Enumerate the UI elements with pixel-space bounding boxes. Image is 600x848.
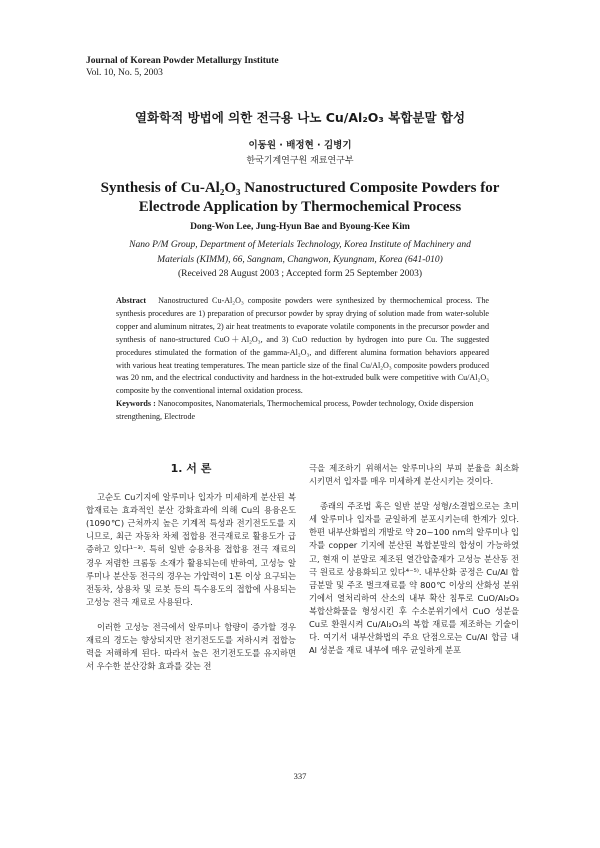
received-accepted-dates: (Received 28 August 2003 ; Accepted form 25 September 2003) xyxy=(177,269,423,279)
body-column-right xyxy=(309,462,519,662)
affiliation-line-1: Nano P/M Group, Department of Meterials Technology, Korea Institute of Machinery and xyxy=(129,240,471,250)
abstract xyxy=(116,295,489,398)
korean-authors: 이동원 · 배정현 · 김병기 xyxy=(248,140,352,151)
english-authors: Dong-Won Lee, Jung-Hyun Bae and Byoung-Kee Kim xyxy=(190,222,410,232)
english-title xyxy=(0,179,600,217)
english-title-line-2: Electrode Application by Thermochemical Process xyxy=(138,199,462,215)
korean-title: 열화학적 방법에 의한 전극용 나노 Cu/Al₂O₃ 복합분말 합성 xyxy=(134,110,466,125)
journal-header xyxy=(86,55,279,79)
body-paragraph: 이러한 고성능 전극에서 알루미나 함량이 증가할 경우 재료의 경도는 향상되지만 전기전도도를 저하시켜 접합능력을 저해하게 된다. 따라서 높은 전기전도도를 유지하면서 우수한 분산강화 효과를 갖는 전 xyxy=(86,621,296,672)
english-title-line-1: Synthesis of Cu-Al₂O₃ Nanostructured Composite Powders for xyxy=(100,180,500,196)
journal-name: Journal of Korean Powder Metallurgy Institute xyxy=(86,56,279,66)
keywords xyxy=(116,397,489,423)
english-affiliation xyxy=(0,238,600,282)
body-paragraph: 고순도 Cu기지에 알루미나 입자가 미세하게 분산된 복합재료는 효과적인 분산 강화효과에 의해 Cu의 용융온도 (1090℃) 근처까지 높은 기계적 특성과 전기전도도를 지니므로, 최근 자동차 차체 접합용 전극재료로 활용도가 급증하고 있다¹⁻³⁾. 특히 일반 승용차용 접합용 전극 재료의 경우 저렴한 크롬동 소재가 활용되는데 반하여, 고성능 알루미나 분산동 전극의 경우는 가압력이 1톤 이상 요구되는 전동차, 상용차 및 로봇 등의 특수용도의 접합에 사용되는 고성능 전극 재료로 사용된다. xyxy=(86,492,296,607)
section-heading: 1. 서 론 xyxy=(170,462,212,475)
body-paragraph: 종래의 주조법 혹은 일반 분말 성형/소결법으로는 초미세 알루미나 입자를 균일하게 분포시키는데 한계가 있다. 한편 내부산화법의 개발로 약 20~100 nm의 알루미나 입자를 copper 기지에 분산된 복합분말의 합성이 가능하였고, 현재 이 분말로 제조된 열간압출재가 고성능 분산동 전극 원료로 상용화되고 있다⁴⁻⁵⁾. 내부산화 공정은 Cu/Al 합금분말 및 주조 벌크재료를 약 800℃ 이상의 산화성 분위기에서 열처리하여 산소의 내부 확산 침투로 CuO/Al₂O₃ 복합산화물을 형성시킨 후 수소분위기에서 CuO 성분을 Cu로 환원시켜 Cu/Al₂O₃의 복합 재료를 제조하는 기술이다. 여기서 내부산화법의 주요 단점으로는 Cu/Al 합금 내 Al 성분을 재료 내부에 매우 균일하게 분포 xyxy=(309,501,519,656)
keywords-text: Nanocomposites, Nanomaterials, Thermochemical process, Powder technology, Oxide dispersion strengthening, Electrode xyxy=(116,399,474,421)
affiliation-line-2: Materials (KIMM), 66, Sangnam, Changwon, Kyungnam, Korea (641-010) xyxy=(157,254,443,265)
page-number: 337 xyxy=(293,771,307,781)
body-column-left xyxy=(86,462,296,678)
abstract-label: Abstract xyxy=(116,296,147,305)
keywords-label: Keywords : xyxy=(116,399,156,408)
body-paragraph: 극을 제조하기 위해서는 알루미나의 부피 분율을 최소화 시키면서 입자를 매우 미세하게 분산시키는 것이다. xyxy=(309,463,519,487)
abstract-text: Nanostructured Cu-Al₂O₃ composite powders were synthesized by thermochemical process. The synthesis procedures are 1) preparation of precursor powder by spray drying of solution made from water-soluble copper and aluminum nitrates, 2) air heat treatments to evaporate volatile components in the precursor powder and synthesis of nano-structured CuO＋Al₂O₃, and 3) CuO reduction by hydrogen into pure Cu. The suggested procedures stimulated the formation of the gamma-Al₂O₃, and different alumina formation behaviors appeared with various heat treating temperatures. The mean particle size of the final Cu/Al₂O₃ composite powders produced was 20 nm, and the electrical conductivity and hardness in the hot-extruded bulk were competitive with Cu/Al₂O₃ composite by the conventional internal oxidation process. xyxy=(116,296,489,396)
korean-affiliation: 한국기계연구원 재료연구부 xyxy=(246,156,354,166)
journal-volume: Vol. 10, No. 5, 2003 xyxy=(86,68,163,78)
